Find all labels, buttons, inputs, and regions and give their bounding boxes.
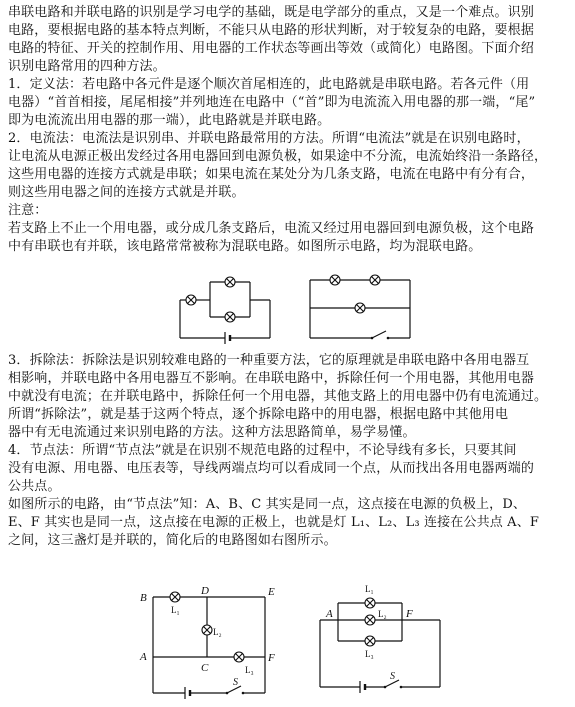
lamp-icon [355,303,365,313]
node-label-a: A [140,651,147,663]
lamp-icon [365,636,375,646]
battery-icon [185,687,190,699]
parallel-label-a: A [326,608,333,620]
text-line: 注意： [8,203,48,218]
text-line: 电器）“首首相接，尾尾相接”并列地连在电路中（“首”即为电流流入用电器的那一端，“尾” [8,95,536,110]
text-line: 2．电流法：电流法是识别串、并联电路最常用的方法。所谓“电流法”就是在识别电路时， [8,131,530,146]
lamp-icon [225,312,235,322]
mixed-circuit-2 [300,270,420,345]
text-line: 器中有无电流通过来识别电路的方法。这种方法思路简单，易学易懂。 [8,425,416,440]
text-line: 4．节点法：所谓“节点法”就是在识别不规范电路的过程中，不论导线有多长，只要其间 [8,443,517,458]
lamp-icon [370,275,380,285]
lamp-icon [186,295,196,305]
text-line: 这些用电器的连接方式就是串联；如果电流在某处分为几条支路，电流在电路中有分有合， [8,167,535,182]
text-line: 1．定义法：若电路中各元件是逐个顺次首尾相连的，此电路就是串联电路。若各元件（用 [8,77,530,92]
parallel-switch-label-s: S [390,671,395,682]
lamp-icon [225,277,235,287]
lamp-icon [170,592,180,602]
text-line: 相影响，并联电路中各用电器互不影响。在串联电路中，拆除任何一个用电器，其他用电器 [8,371,535,386]
parallel-lamp-label-l2: L₂ [378,609,387,619]
text-line: 串联电路和并联电路的识别是学习电学的基础，既是电学部分的重点，又是一个难点。识别 [8,5,535,20]
parallel-lamp-label-l1: L₁ [365,584,374,594]
text-line: 3．拆除法：拆除法是识别较难电路的一种重要方法，它的原理就是串联电路中各用电器互 [8,353,530,368]
text-line: 电路，要根据电路的基本特点判断，不能只从电路的形状判断，对于较复杂的电路，要根据 [8,23,535,38]
text-line: 公共点。 [8,479,61,494]
text-line: 电路的特征、开关的控制作用、用电器的工作状态等画出等效（或简化）电路图。下面介绍 [8,41,535,56]
lamp-icon [365,615,375,625]
mixed-circuit-1 [170,270,280,345]
parallel-lamp-label-l3: L₃ [365,649,374,659]
text-line: 则这些用电器之间的连接方式就是并联。 [8,185,245,200]
battery-icon [360,681,365,693]
battery-icon [225,332,230,344]
text-line: 之间，这三盏灯是并联的，简化后的电路图如右图所示。 [8,533,337,548]
lamp-icon [202,625,212,635]
switch-label-s: S [233,677,238,688]
node-label-e: E [268,586,275,598]
lamp-icon [330,275,340,285]
text-line: 中就没有电流；在并联电路中，拆除任何一个用电器，其他支路上的用电器中仍有电流通过。 [8,389,548,404]
node-method-circuit [135,585,290,700]
node-label-c: C [201,662,209,674]
text-line: E、F 其实也是同一点，这点接在电源的正极上，也就是灯 L₁、L₂、L₃ 连接在公共点 A、F [8,515,540,530]
text-line: 即为电流流出用电器的那一端），此电路就是并联电路。 [8,113,331,128]
text-line: 中有串联也有并联，该电路常常被称为混联电路。如图所示电路，均为混联电路。 [8,239,482,254]
text-line: 如图所示的电路，由“节点法”知：A、B、C 其实是同一点，这点接在电源的负极上，D、 [8,497,527,512]
text-line: 所谓“拆除法”，就是基于这两个特点，逐个拆除电路中的用电器，根据电路中其他用电 [8,407,509,422]
lamp-icon [365,598,375,608]
text-line: 若支路上不止一个用电器，或分成几条支路后，电流又经过用电器回到电源负极，这个电路 [8,221,535,236]
lamp-icon [234,652,244,662]
text-line: 没有电源、用电器、电压表等，导线两端点均可以看成同一个点，从而找出各用电器两端的 [8,461,535,476]
lamp-label-l3: L₃ [245,665,254,675]
text-line: 让电流从电源正极出发经过各用电器回到电源负极，如果途中不分流，电流始终沿一条路径， [8,149,548,164]
lamp-label-l2: L₂ [213,627,222,637]
lamp-label-l1: L₁ [171,605,180,615]
node-label-f: F [268,652,275,664]
parallel-label-f: F [406,608,413,620]
text-line: 识别电路常用的四种方法。 [8,59,166,74]
node-label-d: D [201,585,209,597]
node-label-b: B [140,592,147,604]
parallel-circuit [300,575,460,700]
